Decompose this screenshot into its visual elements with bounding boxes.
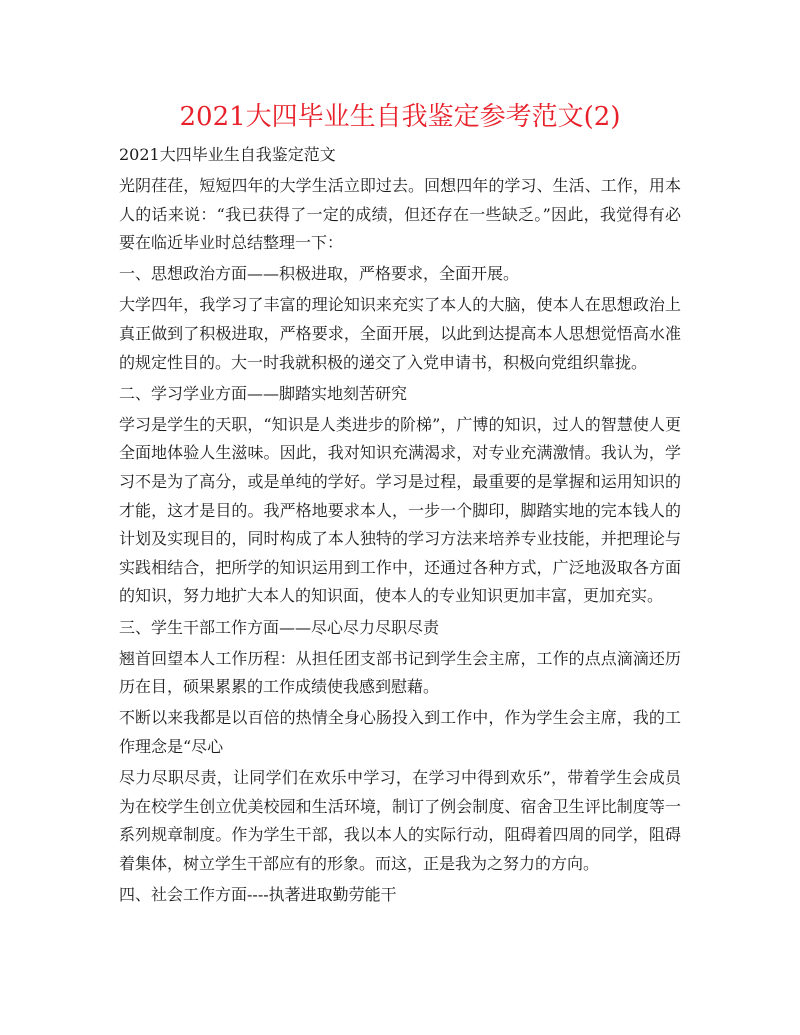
subtitle-paragraph: 2021大四毕业生自我鉴定范文 [119, 145, 336, 164]
section-heading: 一、思想政治方面——积极进取，严格要求，全面开展。 [119, 264, 520, 284]
body-paragraph: 不断以来我都是以百倍的热情全身心肠投入到工作中，作为学生会主席，我的工作理念是“尽心 [119, 708, 681, 756]
body-paragraph: 大学四年，我学习了丰富的理论知识来充实了本人的大脑，使本人在思想政治上真正做到了积极进取，严格要求，全面开展，以此到达提高本人思想觉悟高水准的规定性目的。大一时我就积极的递交了入党申请书，积极向党组织靠拢。 [119, 295, 681, 372]
section-heading: 三、学生干部工作方面——尽心尽力尽职尽责 [119, 617, 440, 637]
section-heading: 二、学习学业方面——脚踏实地刻苦研究 [119, 383, 408, 403]
body-paragraph: 光阴荏荏，短短四年的大学生活立即过去。回想四年的学习、生活、工作，用本人的话来说：“我已获得了一定的成绩，但还存在一些缺乏。”因此，我觉得有必要在临近毕业时总结整理一下： [119, 176, 681, 253]
section-heading: 四、社会工作方面----执著进取勤劳能干 [119, 884, 397, 904]
body-paragraph: 翘首回望本人工作历程：从担任团支部书记到学生会主席，工作的点点滴滴还历历在目，硕果累累的工作成绩使我感到慰藉。 [119, 648, 681, 697]
document-body [119, 141, 681, 909]
document-title: 2021大四毕业生自我鉴定参考范文(2) [179, 102, 621, 132]
body-paragraph: 尽力尽职尽责，让同学们在欢乐中学习，在学习中得到欢乐”，带着学生会成员为在校学生创立优美校园和生活环境，制订了例会制度、宿舍卫生评比制度等一系列规章制度。作为学生干部，我以本人的实际行动，阻碍着四周的同学，阻碍着集体，树立学生干部应有的形象。而这，正是我为之努力的方向。 [119, 767, 681, 873]
body-paragraph: 学习是学生的天职，“知识是人类进步的阶梯”，广博的知识，过人的智慧使人更全面地体验人生滋味。因此，我对知识充满渴求，对专业充满激情。我认为，学习不是为了高分，或是单纯的学好。学习是过程，最重要的是掌握和运用知识的才能，这才是目的。我严格地要求本人，一步一个脚印，脚踏实地的完本钱人的计划及实现目的，同时构成了本人独特的学习方法来培养专业技能，并把理论与实践相结合，把所学的知识运用到工作中，还通过各种方式，广泛地汲取各方面的知识，努力地扩大本人的知识面，使本人的专业知识更加丰富，更加充实。 [119, 414, 681, 606]
